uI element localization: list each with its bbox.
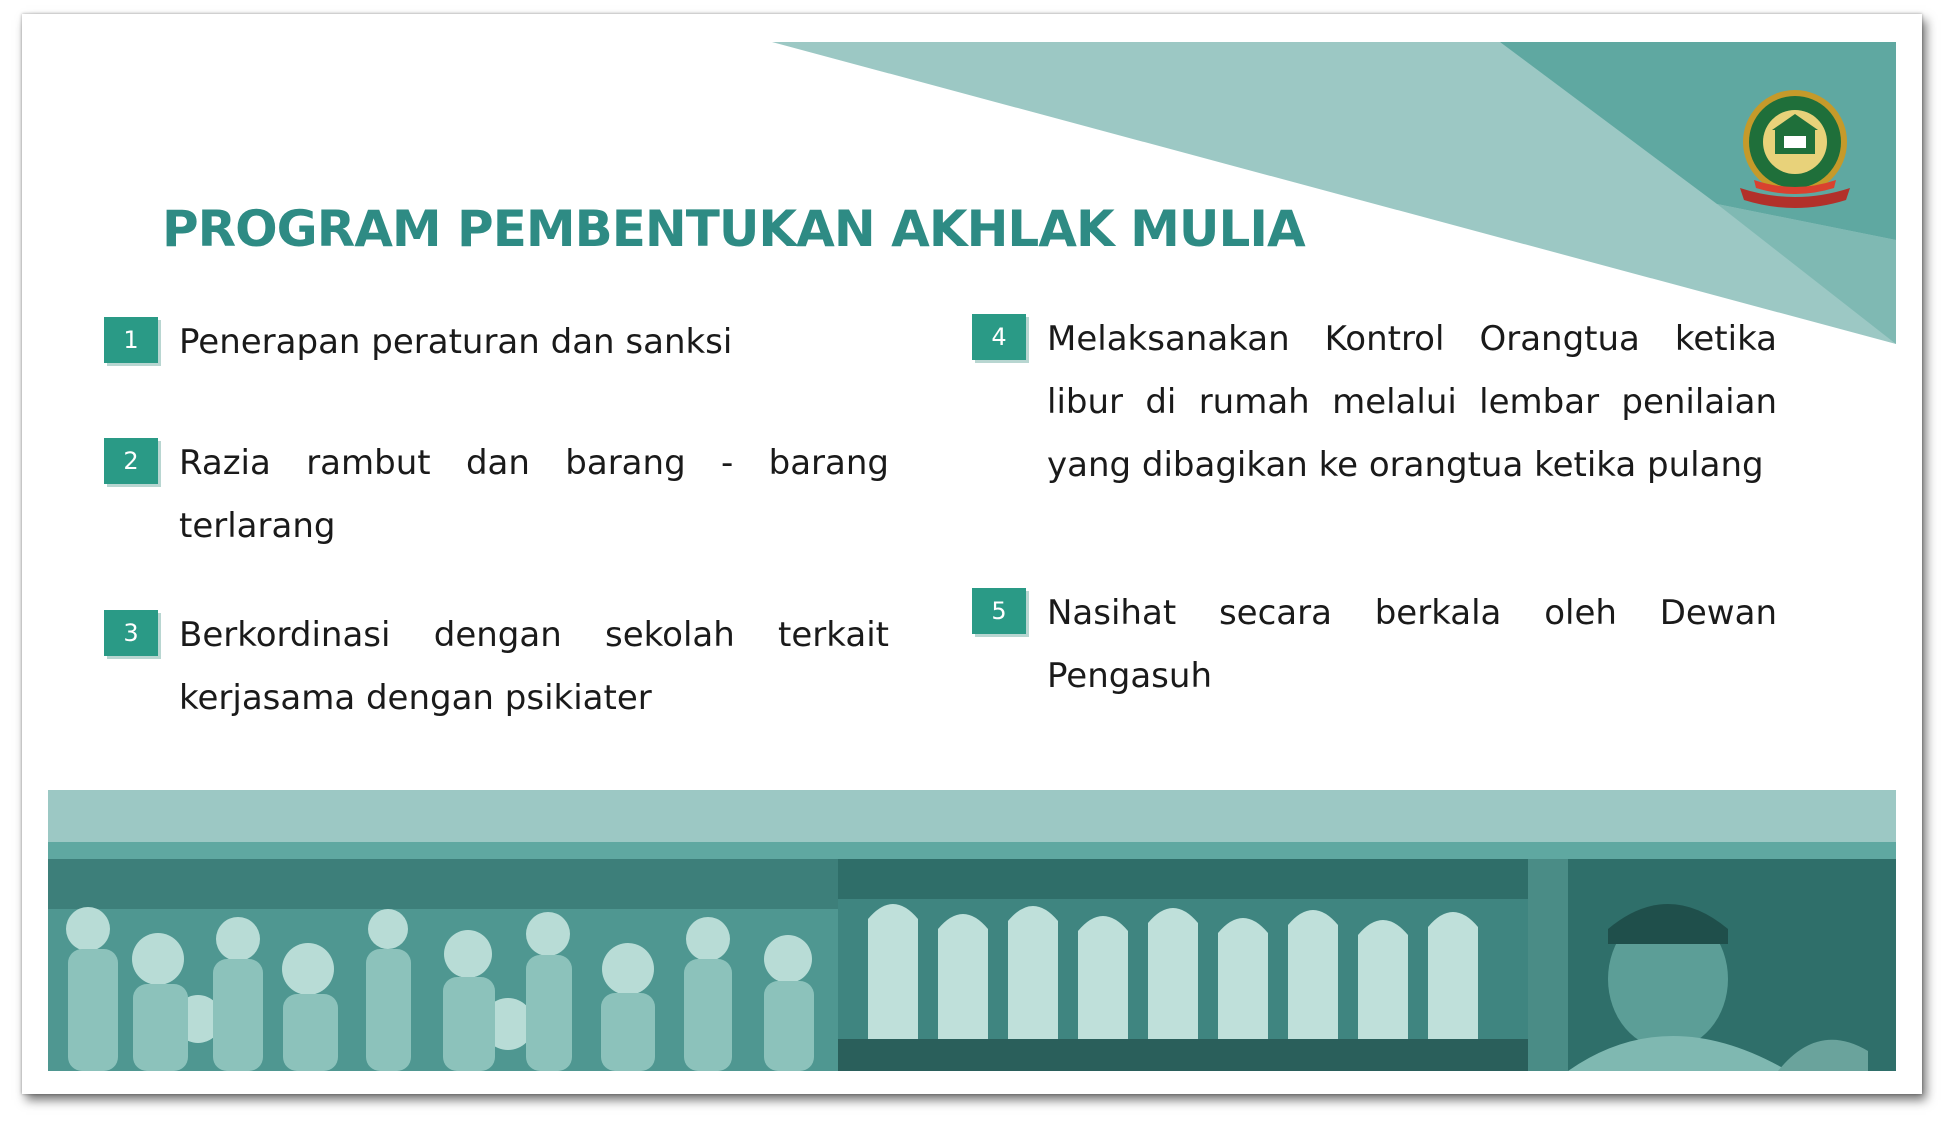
item-text: Razia rambut dan barang - barang terlarang <box>179 443 889 546</box>
item-number-badge: 4 <box>972 314 1026 360</box>
item-number-badge: 1 <box>104 317 158 363</box>
item-text: Penerapan peraturan dan sanksi <box>179 322 733 362</box>
item-number-badge: 5 <box>972 588 1026 634</box>
item-number-badge: 2 <box>104 438 158 484</box>
pesantren-logo <box>1730 84 1860 214</box>
list-item-2 <box>104 432 904 562</box>
item-text: Melaksanakan Kontrol Orangtua ketika libur di rumah melalui lembar penilaian yang dibagikan ke orangtua ketika pulang <box>1047 319 1777 485</box>
list-item-5 <box>972 582 1782 712</box>
item-number-badge: 3 <box>104 610 158 656</box>
list-item-3 <box>104 604 904 734</box>
item-text: Berkordinasi dengan sekolah terkait kerjasama dengan psikiater <box>179 615 889 718</box>
list-item-4 <box>972 308 1782 568</box>
photo-strip <box>48 859 1896 1071</box>
presentation-slide <box>22 14 1922 1094</box>
page-title: PROGRAM PEMBENTUKAN AKHLAK MULIA <box>162 200 1305 258</box>
teacher-portrait-photo <box>1528 859 1896 1071</box>
students-gathering-photo <box>48 859 838 1071</box>
list-item-1 <box>104 311 904 381</box>
pesantren-emblem-icon <box>1730 84 1860 214</box>
female-students-praying-photo <box>838 859 1528 1071</box>
item-text: Nasihat secara berkala oleh Dewan Pengasuh <box>1047 593 1777 696</box>
